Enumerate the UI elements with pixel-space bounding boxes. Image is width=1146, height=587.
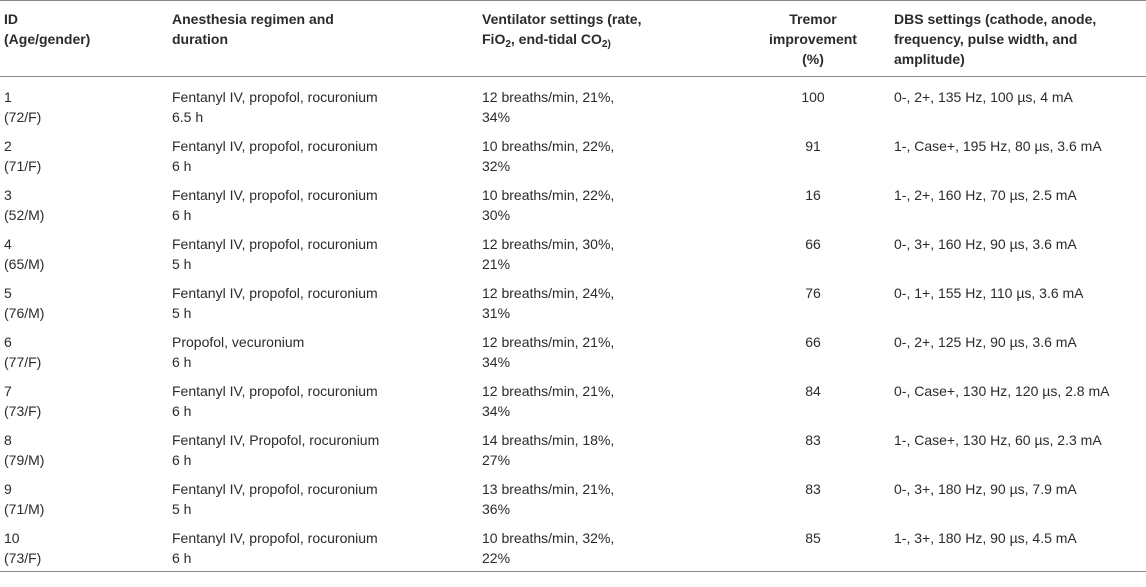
cell-dbs: 1-, 2+, 160 Hz, 70 µs, 2.5 mA [894, 187, 1077, 203]
cell-id: 9 (71/M) [4, 481, 45, 517]
table-row [0, 179, 1146, 228]
table-row [0, 522, 1146, 572]
table-header [0, 1, 1146, 77]
cell-tremor: 16 [805, 187, 821, 203]
table-row [0, 277, 1146, 326]
cell-dbs: 0-, 2+, 125 Hz, 90 µs, 3.6 mA [894, 334, 1077, 350]
cell-anesthesia: Fentanyl IV, Propofol, rocuronium 6 h [172, 432, 380, 468]
cell-id: 4 (65/M) [4, 236, 45, 272]
cell-ventilator: 12 breaths/min, 21%, 34% [482, 89, 615, 125]
table-row [0, 473, 1146, 522]
cell-ventilator: 12 breaths/min, 21%, 34% [482, 334, 615, 370]
cell-tremor: 100 [801, 89, 825, 105]
cell-dbs: 0-, 3+, 160 Hz, 90 µs, 3.6 mA [894, 236, 1077, 252]
cell-ventilator: 14 breaths/min, 18%, 27% [482, 432, 615, 468]
cell-tremor: 83 [805, 432, 821, 448]
cell-anesthesia: Fentanyl IV, propofol, rocuronium 5 h [172, 285, 378, 321]
cell-dbs: 0-, 1+, 155 Hz, 110 µs, 3.6 mA [894, 285, 1084, 301]
cell-tremor: 66 [805, 334, 821, 350]
cell-anesthesia: Fentanyl IV, propofol, rocuronium 6.5 h [172, 89, 378, 125]
header-tremor: Tremor improvement (%) [769, 11, 857, 67]
cell-anesthesia: Fentanyl IV, propofol, rocuronium 5 h [172, 481, 378, 517]
cell-anesthesia: Fentanyl IV, propofol, rocuronium 6 h [172, 530, 378, 566]
header-id: ID (Age/gender) [4, 11, 91, 47]
table-body [0, 77, 1146, 572]
table-row [0, 424, 1146, 473]
cell-tremor: 91 [805, 138, 821, 154]
cell-tremor: 84 [805, 383, 821, 399]
cell-dbs: 1-, 3+, 180 Hz, 90 µs, 4.5 mA [894, 530, 1077, 546]
cell-ventilator: 12 breaths/min, 24%, 31% [482, 285, 615, 321]
cell-id: 2 (71/F) [4, 138, 42, 174]
cell-anesthesia: Fentanyl IV, propofol, rocuronium 6 h [172, 138, 378, 174]
table-row [0, 375, 1146, 424]
cell-ventilator: 10 breaths/min, 22%, 30% [482, 187, 615, 223]
cell-anesthesia: Fentanyl IV, propofol, rocuronium 5 h [172, 236, 378, 272]
header-dbs: DBS settings (cathode, anode, frequency, pulse width, and amplitude) [894, 11, 1097, 67]
header-anesthesia: Anesthesia regimen and duration [172, 11, 334, 47]
table-row [0, 130, 1146, 179]
cell-id: 5 (76/M) [4, 285, 45, 321]
cell-tremor: 66 [805, 236, 821, 252]
table-row [0, 326, 1146, 375]
cell-anesthesia: Propofol, vecuronium 6 h [172, 334, 305, 370]
cell-ventilator: 12 breaths/min, 30%, 21% [482, 236, 615, 272]
cell-id: 8 (79/M) [4, 432, 45, 468]
cell-anesthesia: Fentanyl IV, propofol, rocuronium 6 h [172, 383, 378, 419]
cell-dbs: 1-, Case+, 195 Hz, 80 µs, 3.6 mA [894, 138, 1102, 154]
cell-tremor: 85 [805, 530, 821, 546]
cell-dbs: 0-, 2+, 135 Hz, 100 µs, 4 mA [894, 89, 1073, 105]
cell-dbs: 1-, Case+, 130 Hz, 60 µs, 2.3 mA [894, 432, 1102, 448]
cell-id: 6 (77/F) [4, 334, 42, 370]
cell-id: 1 (72/F) [4, 89, 42, 125]
cell-dbs: 0-, 3+, 180 Hz, 90 µs, 7.9 mA [894, 481, 1077, 497]
cell-id: 10 (73/F) [4, 530, 42, 566]
cell-dbs: 0-, Case+, 130 Hz, 120 µs, 2.8 mA [894, 383, 1110, 399]
cell-ventilator: 10 breaths/min, 22%, 32% [482, 138, 615, 174]
cell-ventilator: 13 breaths/min, 21%, 36% [482, 481, 615, 517]
header-ventilator: Ventilator settings (rate, FiO$_2$, end-tidal $CO_{2)}$ [482, 11, 642, 50]
table-row [0, 77, 1146, 131]
cell-id: 7 (73/F) [4, 383, 42, 419]
cell-tremor: 83 [805, 481, 821, 497]
cell-anesthesia: Fentanyl IV, propofol, rocuronium 6 h [172, 187, 378, 223]
cell-tremor: 76 [805, 285, 821, 301]
cell-id: 3 (52/M) [4, 187, 45, 223]
cell-ventilator: 10 breaths/min, 32%, 22% [482, 530, 615, 566]
table-row [0, 228, 1146, 277]
header-row [0, 1, 1146, 77]
cell-ventilator: 12 breaths/min, 21%, 34% [482, 383, 615, 419]
